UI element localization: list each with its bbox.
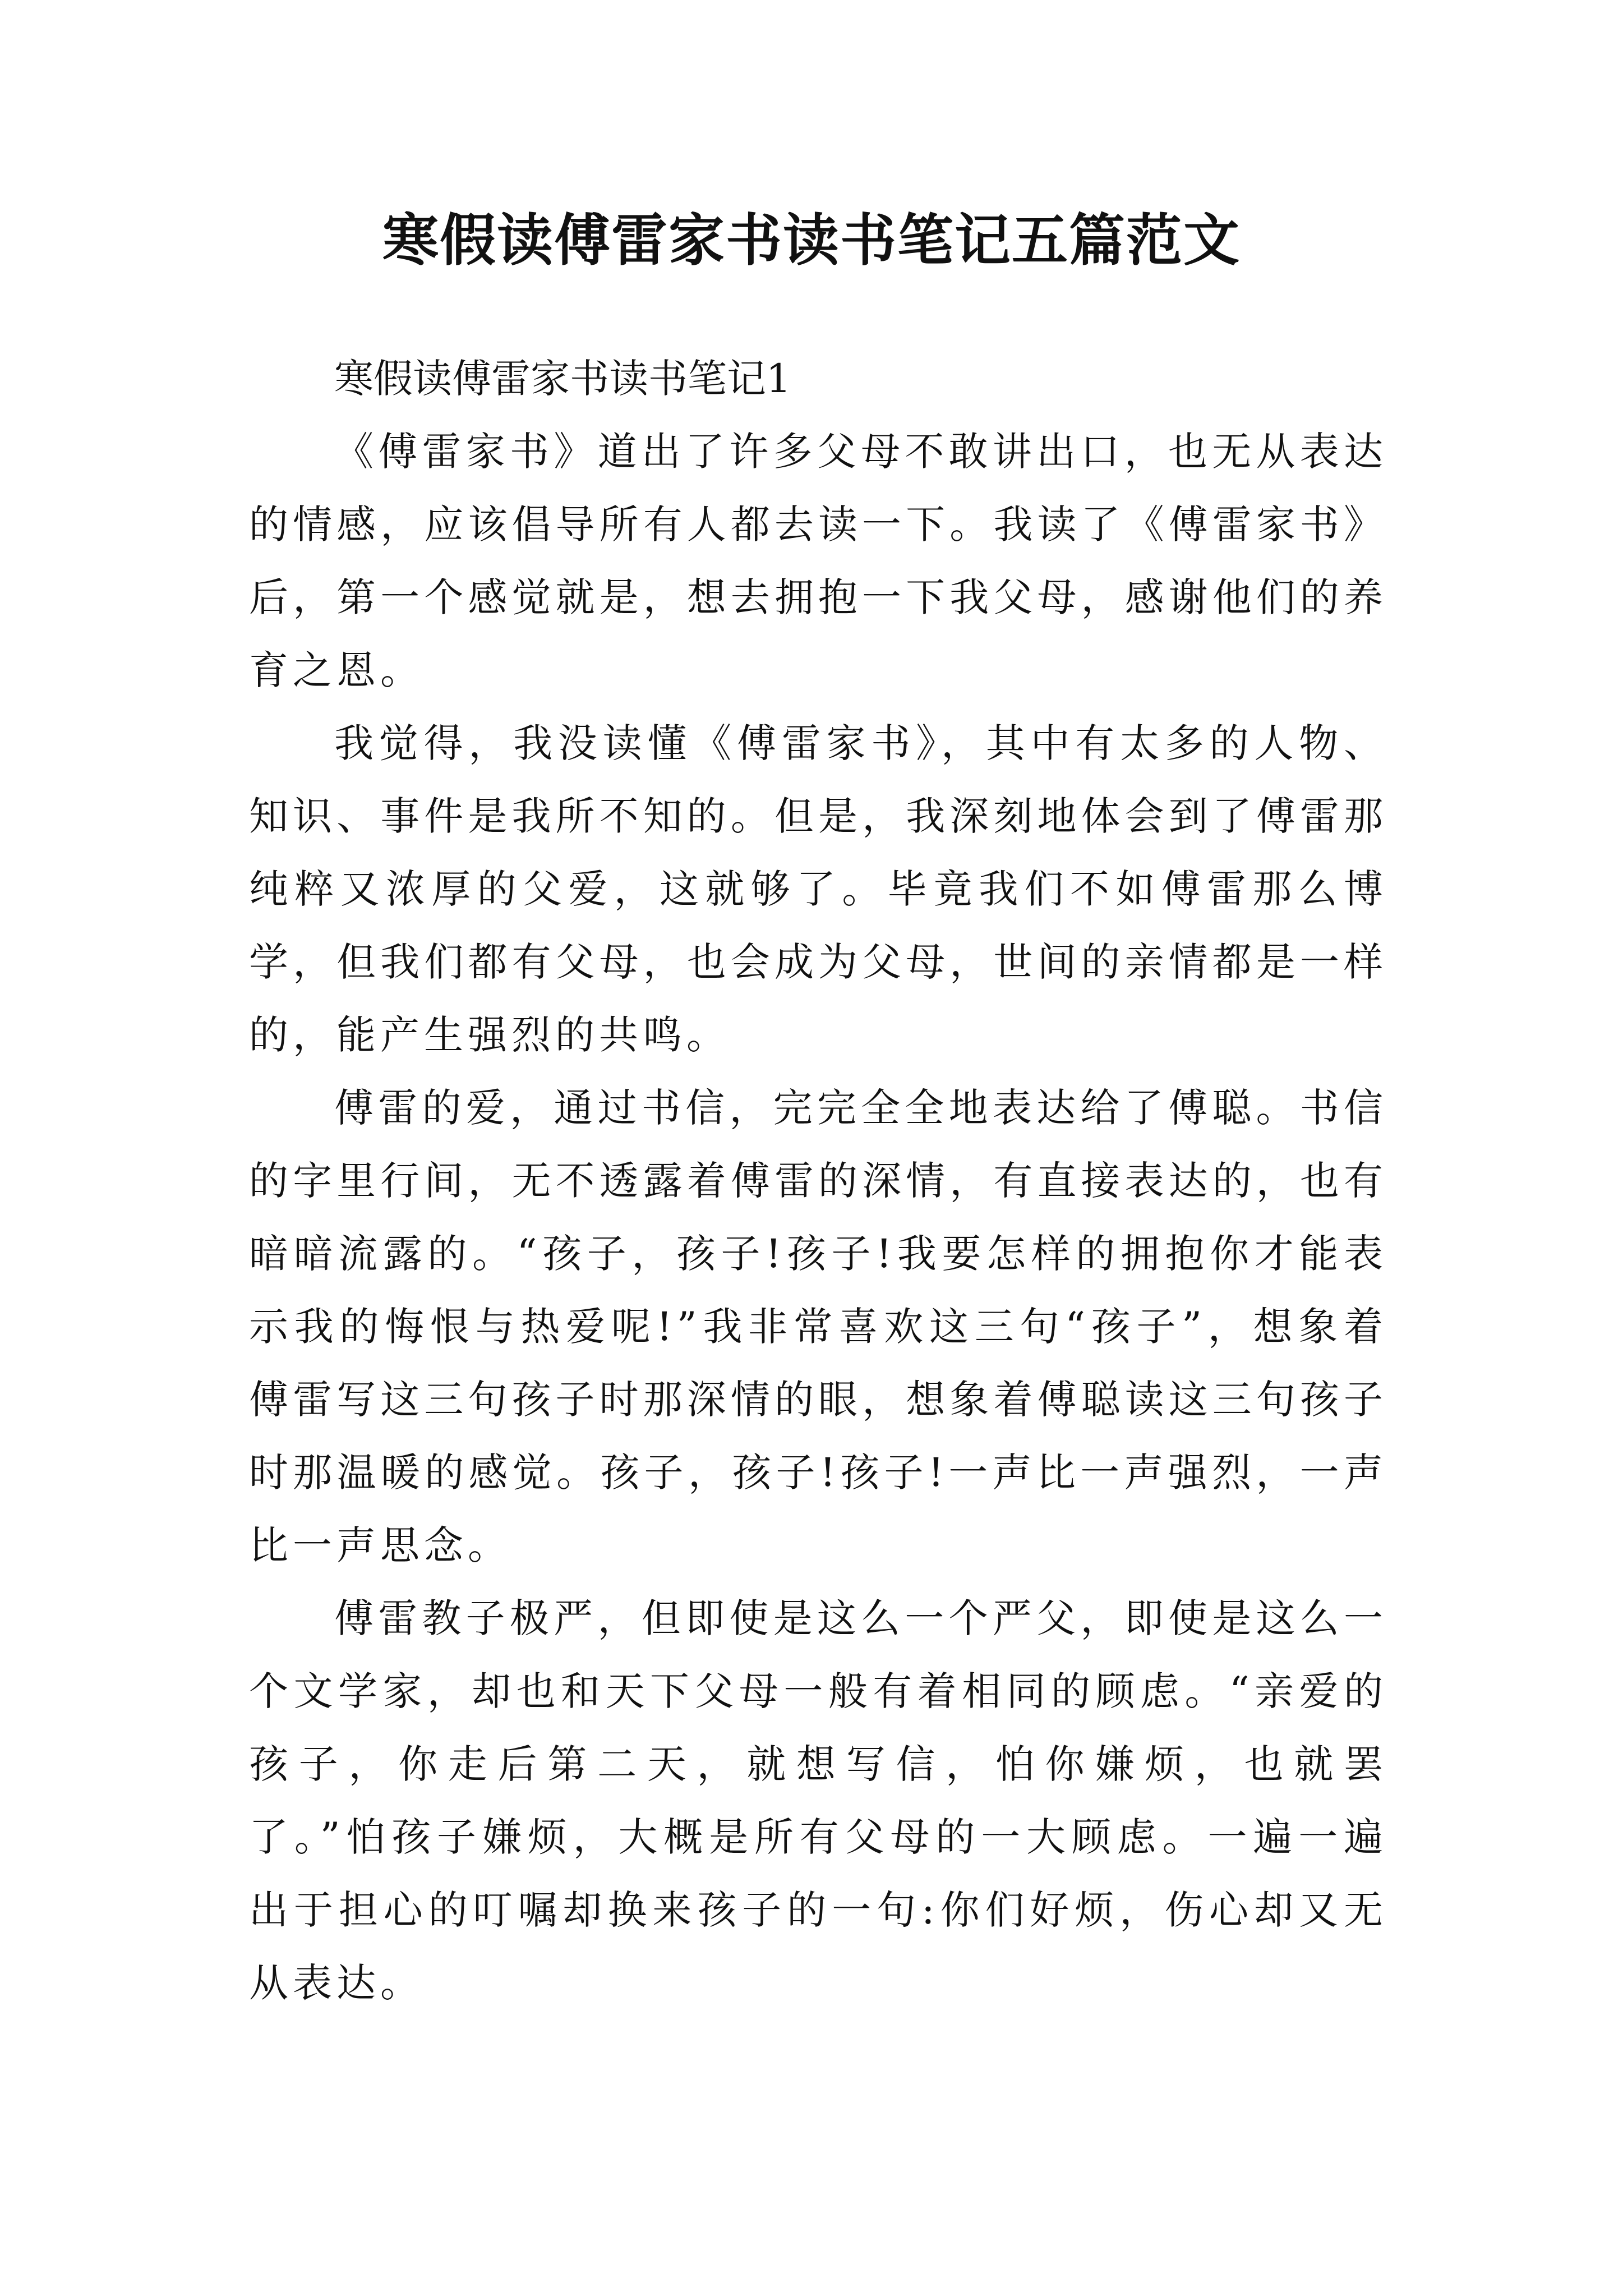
document-body	[249, 342, 1387, 2019]
paragraph-4: 傅雷教子极严，但即使是这么一个严父，即使是这么一个文学家，却也和天下父母一般有着相同的顾虑。“亲爱的孩子，你走后第二天，就想写信，怕你嫌烦，也就罢了。”怕孩子嫌烦，大概是所有父母的一大顾虑。一遍一遍出于担心的叮嘱却换来孩子的一句:你们好烦，伤心却又无从表达。	[249, 1595, 1387, 2006]
document-title: 寒假读傅雷家书读书笔记五篇范文	[382, 207, 1241, 273]
paragraph-3: 傅雷的爱，通过书信，完完全全地表达给了傅聪。书信的字里行间，无不透露着傅雷的深情，有直接表达的，也有暗暗流露的。“孩子，孩子!孩子!我要怎样的拥抱你才能表示我的悔恨与热爱呢!”我非常喜欢这三句“孩子”，想象着傅雷写这三句孩子时那深情的眼，想象着傅聪读这三句孩子时那温暖的感觉。孩子，孩子!孩子!一声比一声强烈，一声比一声思念。	[249, 1085, 1387, 1568]
paragraph-2: 我觉得，我没读懂《傅雷家书》，其中有太多的人物、知识、事件是我所不知的。但是，我深刻地体会到了傅雷那纯粹又浓厚的父爱，这就够了。毕竟我们不如傅雷那么博学，但我们都有父母，也会成为父母，世间的亲情都是一样的，能产生强烈的共鸣。	[249, 720, 1387, 1058]
section-heading: 寒假读傅雷家书读书笔记1	[334, 356, 791, 402]
paragraph-1: 《傅雷家书》道出了许多父母不敢讲出口，也无从表达的情感，应该倡导所有人都去读一下。我读了《傅雷家书》后，第一个感觉就是，想去拥抱一下我父母，感谢他们的养育之恩。	[249, 429, 1387, 693]
